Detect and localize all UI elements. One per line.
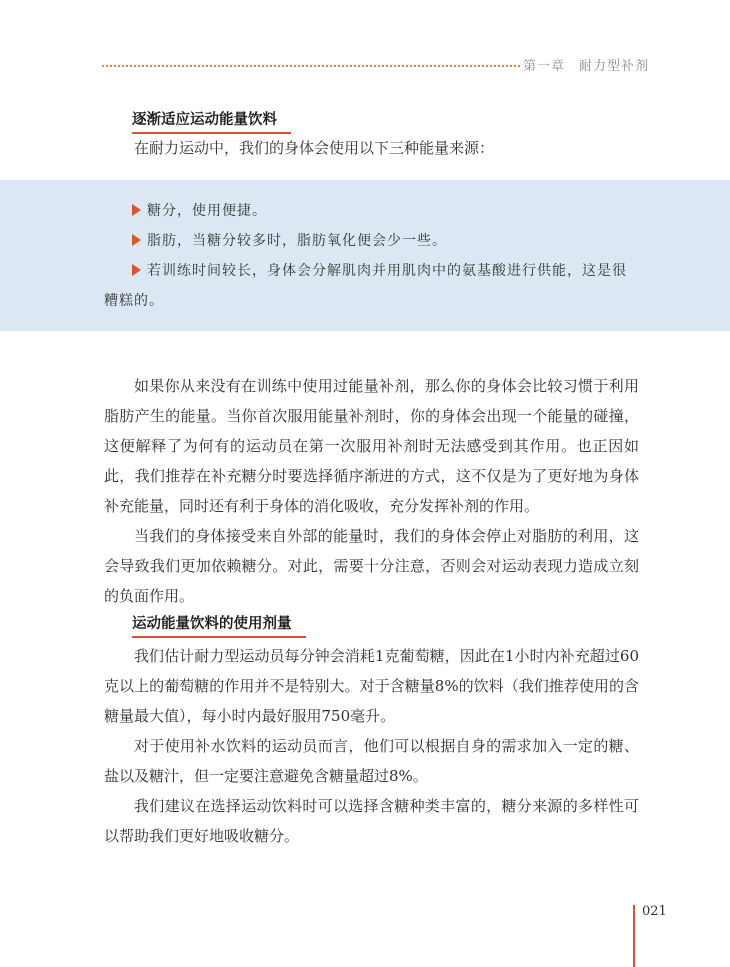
callout-item-text: 若训练时间较长，身体会分解肌肉并用肌肉中的氨基酸进行供能，这是很糟糕的。 xyxy=(104,263,627,309)
triangle-bullet-icon xyxy=(132,204,141,216)
triangle-bullet-icon xyxy=(132,234,141,246)
running-header: 第一章 耐力型补剂 xyxy=(523,59,650,74)
section-heading-adaptation: 逐渐适应运动能量饮料 xyxy=(132,108,277,132)
callout-item-1 xyxy=(104,196,639,226)
dosage-paragraph-2: 对于使用补水饮料的运动员而言，他们可以根据自身的需求加入一定的糖、盐以及糖汁，但一定要注意避免含糖量超过8%。 xyxy=(104,737,639,785)
page-number-bar xyxy=(633,905,635,967)
body-paragraph-1: 如果你从来没有在训练中使用过能量补剂，那么你的身体会比较习惯于利用脂肪产生的能量。当你首次服用能量补剂时，你的身体会出现一个能量的碰撞，这便解释了为何有的运动员在第一次服用补剂时无法感受到其作用。也正因如此，我们推荐在补充糖分时要选择循序渐进的方式，这不仅是为了更好地为身体补充能量，同时还有利于身体的消化吸收，充分发挥补剂的作用。 xyxy=(104,377,639,515)
page-number: 021 xyxy=(642,904,667,919)
header-dotted-rule xyxy=(102,65,520,67)
intro-paragraph: 在耐力运动中，我们的身体会使用以下三种能量来源： xyxy=(134,139,495,157)
callout-item-3 xyxy=(104,256,639,316)
callout-item-text: 糖分，使用便捷。 xyxy=(147,203,267,219)
section-heading-dosage: 运动能量饮料的使用剂量 xyxy=(132,612,292,636)
body-paragraph-2: 当我们的身体接受来自外部的能量时，我们的身体会停止对脂肪的利用，这会导致我们更加依赖糖分。对此，需要十分注意，否则会对运动表现力造成立刻的负面作用。 xyxy=(104,527,639,605)
dosage-paragraph-3: 我们建议在选择运动饮料时可以选择含糖种类丰富的，糖分来源的多样性可以帮助我们更好地吸收糖分。 xyxy=(104,797,639,845)
triangle-bullet-icon xyxy=(132,264,141,276)
callout-item-2 xyxy=(104,226,639,256)
callout-item-text: 脂肪，当糖分较多时，脂肪氧化便会少一些。 xyxy=(147,233,447,249)
dosage-paragraph-1: 我们估计耐力型运动员每分钟会消耗1克葡萄糖，因此在1小时内补充超过60克以上的葡萄糖的作用并不是特别大。对于含糖量8%的饮料（我们推荐使用的含糖量最大值），每小时内最好服用750毫升。 xyxy=(104,647,639,725)
